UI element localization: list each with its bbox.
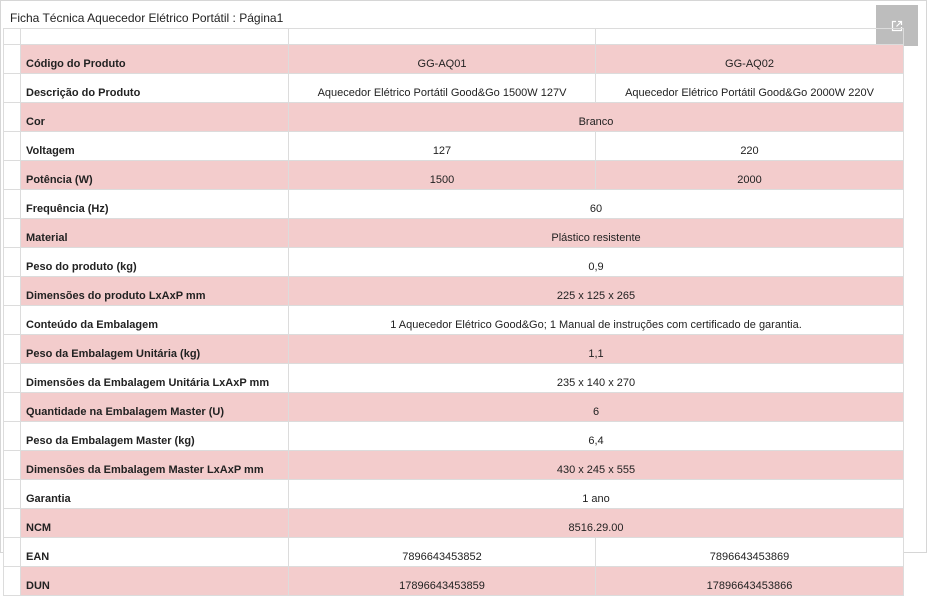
- row-gutter: [4, 103, 21, 132]
- row-value: 60: [289, 190, 904, 219]
- row-gutter: [4, 538, 21, 567]
- row-value: 6,4: [289, 422, 904, 451]
- table-row: [4, 393, 904, 422]
- row-label: Peso da Embalagem Unitária (kg): [21, 335, 289, 364]
- table-row: [4, 422, 904, 451]
- row-gutter: [4, 161, 21, 190]
- table-row: [4, 74, 904, 103]
- row-label: Frequência (Hz): [21, 190, 289, 219]
- row-value: 1 ano: [289, 480, 904, 509]
- row-gutter: [4, 335, 21, 364]
- table-row: [4, 335, 904, 364]
- row-gutter: [4, 306, 21, 335]
- row-value: 430 x 245 x 555: [289, 451, 904, 480]
- row-value: 7896643453852: [289, 538, 596, 567]
- row-gutter: [4, 393, 21, 422]
- row-label: Descrição do Produto: [21, 74, 289, 103]
- row-value: 17896643453866: [596, 567, 904, 596]
- row-gutter: [4, 480, 21, 509]
- row-label: Voltagem: [21, 132, 289, 161]
- row-value: Branco: [289, 103, 904, 132]
- row-label: Peso do produto (kg): [21, 248, 289, 277]
- row-value: 17896643453859: [289, 567, 596, 596]
- row-label: EAN: [21, 538, 289, 567]
- row-gutter: [4, 45, 21, 74]
- row-value: 220: [596, 132, 904, 161]
- table-row: [4, 103, 904, 132]
- row-gutter: [4, 219, 21, 248]
- row-value: 8516.29.00: [289, 509, 904, 538]
- sheet-title: Ficha Técnica Aquecedor Elétrico Portátil : Página1: [10, 11, 284, 25]
- row-value: Aquecedor Elétrico Portátil Good&Go 1500W 127V: [289, 74, 596, 103]
- table-row: [4, 219, 904, 248]
- row-label: Potência (W): [21, 161, 289, 190]
- table-row: [4, 45, 904, 74]
- row-label: DUN: [21, 567, 289, 596]
- row-gutter: [4, 74, 21, 103]
- row-value: GG-AQ01: [289, 45, 596, 74]
- row-label: Código do Produto: [21, 45, 289, 74]
- row-gutter: [4, 190, 21, 219]
- row-gutter: [4, 567, 21, 596]
- row-gutter: [4, 248, 21, 277]
- row-label: Material: [21, 219, 289, 248]
- row-value: Plástico resistente: [289, 219, 904, 248]
- row-label: Garantia: [21, 480, 289, 509]
- table-row: [4, 248, 904, 277]
- row-gutter: [4, 132, 21, 161]
- row-label: Conteúdo da Embalagem: [21, 306, 289, 335]
- table-row: [4, 567, 904, 596]
- row-label: NCM: [21, 509, 289, 538]
- row-gutter: [4, 451, 21, 480]
- table-row: [4, 161, 904, 190]
- row-gutter: [4, 422, 21, 451]
- row-value: 7896643453869: [596, 538, 904, 567]
- spec-table: [3, 28, 904, 596]
- row-label: Dimensões da Embalagem Unitária LxAxP mm: [21, 364, 289, 393]
- row-gutter: [4, 277, 21, 306]
- table-row: [4, 364, 904, 393]
- table-row: [4, 306, 904, 335]
- row-value: 1,1: [289, 335, 904, 364]
- row-gutter: [4, 364, 21, 393]
- row-value: Aquecedor Elétrico Portátil Good&Go 2000W 220V: [596, 74, 904, 103]
- table-row: [4, 132, 904, 161]
- row-value: 127: [289, 132, 596, 161]
- row-label: Quantidade na Embalagem Master (U): [21, 393, 289, 422]
- row-value: 6: [289, 393, 904, 422]
- blank-row: [4, 29, 904, 45]
- row-value: 235 x 140 x 270: [289, 364, 904, 393]
- row-gutter: [4, 509, 21, 538]
- row-label: Cor: [21, 103, 289, 132]
- table-row: [4, 538, 904, 567]
- row-value: 0,9: [289, 248, 904, 277]
- table-row: [4, 480, 904, 509]
- row-value: 2000: [596, 161, 904, 190]
- row-label: Peso da Embalagem Master (kg): [21, 422, 289, 451]
- table-row: [4, 277, 904, 306]
- table-row: [4, 451, 904, 480]
- row-label: Dimensões do produto LxAxP mm: [21, 277, 289, 306]
- row-value: 1500: [289, 161, 596, 190]
- row-value: 1 Aquecedor Elétrico Good&Go; 1 Manual de instruções com certificado de garantia.: [289, 306, 904, 335]
- table-row: [4, 190, 904, 219]
- table-row: [4, 509, 904, 538]
- row-value: GG-AQ02: [596, 45, 904, 74]
- row-label: Dimensões da Embalagem Master LxAxP mm: [21, 451, 289, 480]
- row-value: 225 x 125 x 265: [289, 277, 904, 306]
